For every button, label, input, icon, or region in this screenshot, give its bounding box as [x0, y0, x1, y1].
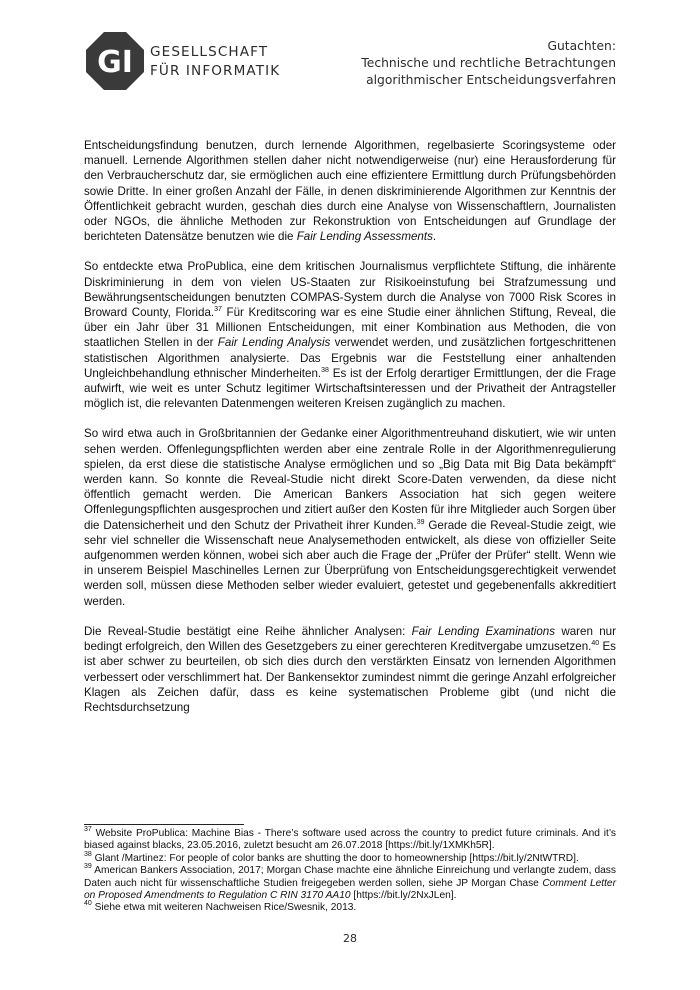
logo-lettering: GI: [97, 45, 133, 80]
p4-text-d: Es ist aber schwer zu beurteilen, ob sich dies durch den verstärkten Einsatz von lernenden Algorithmen verbessert oder verschlimmert hat. Der Bankensektor zumindest nimmt die geringe Anzahl erfolgreicher Klagen als Zeichen dafür, dass es keine systematischen Probleme gibt (und nicht die Rechtsdurchsetzung: [84, 640, 616, 714]
doc-title-line-2: Technische und rechtliche Betrachtungen: [361, 56, 616, 71]
paragraph-3: [84, 426, 616, 608]
footnote-emphasis: Comment Letter on Proposed Amendments to Regulation C RIN 3170 AA10: [84, 877, 616, 902]
doc-title-line-1: Gutachten:: [547, 39, 616, 53]
footnote-divider: [84, 824, 244, 825]
p2-emphasis: Fair Lending Analysis: [217, 336, 331, 350]
footnote-ref-39[interactable]: 39: [416, 518, 425, 526]
footnote-38: [84, 850, 616, 865]
footnote-text: Siehe etwa mit weiteren Nachweisen Rice/Swesnik, 2013.: [91, 902, 357, 914]
p1-end: .: [432, 230, 437, 244]
p4-emphasis: Fair Lending Examinations: [411, 624, 556, 638]
p1-emphasis: Fair Lending Assessments: [296, 230, 433, 244]
organization-name: [150, 43, 280, 81]
p2-text-d: verwendet werden, und zusätzlichen fortgeschrittenen statistischen Algorithmen analysierte. Das Ergebnis war die Feststellung einer anhaltenden Ungleichbehandlung ethnischer Minderheiten.: [84, 336, 616, 380]
p2-text-a: So entdeckte etwa ProPublica, eine dem kritischen Journalismus verpflichtete Stiftung, die inhärente Diskriminierung in dem von vielen US-Staaten zur Risikoeinstufung bei Strafzumessung und Bewährungsentscheidungen benutzten COMPAS-System durch die Analyse von 7000 Risk Scores in Broward County, Florida.: [84, 260, 616, 320]
footnote-number: 38: [84, 850, 92, 858]
footnote-39: [84, 865, 616, 902]
footnote-ref-37[interactable]: 37: [214, 306, 222, 314]
page-number: 28: [343, 932, 357, 945]
paragraph-4: [84, 624, 616, 715]
footnote-text-end: [https://bit.ly/2NxJLen].: [350, 890, 457, 902]
doc-title-line-3: algorithmischer Entscheidungsverfahren: [366, 73, 616, 88]
body-text: [84, 138, 616, 730]
footnote-37: [84, 828, 616, 853]
document-title: [361, 38, 616, 90]
footnote-text: Website ProPublica: Machine Bias - There’s software used across the country to predict future criminals. And it’s biased against blacks, 23.05.2016, zuletzt besucht am 26.07.2018 [https://bit.ly/1XMKh5R].: [84, 828, 616, 852]
p2-text-e: Es ist der Erfolg derartiger Ermittlungen, der die Frage aufwirft, wie weit es unter Schutz legitimer Wirtschaftsinteressen und der Privatheit der Antragsteller möglich ist, die relevanten Datenmengen weiteren Kreisen zugänglich zu machen.: [84, 366, 616, 411]
footnote-number: 40: [84, 900, 92, 908]
footnote-ref-40[interactable]: 40: [591, 640, 600, 648]
p3-text-b: Gerade die Reveal-Studie zeigt, wie sehr viel schneller die Wissenschaft neue Analysemethoden entwickelt, als diese von offizieller Seite aufgenommen werden können, wobei sich aber auch die Frage der „Prüfer der Prüfer“ stellt. Wenn wie in unserem Beispiel Maschinelles Lernen zur Überprüfung von Entscheidungsgerechtigkeit verwendet werden soll, müssen diese Methoden selber wieder evaluiert, getestet und gegebenenfalls akkreditiert werden.: [84, 518, 616, 608]
gi-logo: [84, 30, 146, 92]
paragraph-1: [84, 138, 616, 244]
paragraph-2: [84, 259, 616, 411]
footnote-number: 39: [84, 863, 92, 871]
p4-text-a: Die Reveal-Studie bestätigt eine Reihe ähnlicher Analysen:: [84, 624, 412, 638]
footnote-40: [84, 902, 616, 914]
org-line-2: FÜR INFORMATIK: [150, 63, 281, 79]
p1-text: Entscheidungsfindung benutzen, durch lernende Algorithmen, regelbasierte Scoringsysteme oder manuell. Lernende Algorithmen stellen daher nicht notwendigerweise (nur) eine Herausforderung für den Verbraucherschutz dar, sie ermöglichen auch eine effizientere Ermittlung durch Prüfungsbehörden sowie Dritte. In einer großen Anzahl der Fälle, in denen diskriminierende Algorithmen zur Kenntnis der Öffentlichkeit gebracht wurden, geschah dies durch eine Analyse von Wissenschaftlern, Journalisten oder NGOs, die ähnliche Methoden zur Rekonstruktion von Entscheidungen auf Grundlage der berichteten Datensätze benutzen wie die: [84, 139, 616, 244]
org-line-1: GESELLSCHAFT: [150, 44, 269, 60]
footnotes: [84, 828, 616, 915]
footnote-ref-38[interactable]: 38: [321, 366, 329, 374]
p4-text-c: waren nur bedingt erfolgreich, den Willen des Gesetzgebers zu einer gerechteren Kreditvergabe umzusetzen.: [84, 624, 616, 654]
footnote-number: 37: [84, 826, 92, 833]
footnote-text: Glant /Martinez: For people of color banks are shutting the door to homeownership [https://bit.ly/2NtWTRD].: [91, 852, 579, 864]
p3-text-a: So wird etwa auch in Großbritannien der Gedanke einer Algorithmentreuhand diskutiert, wie wir unten sehen werden. Offenlegungspflichten werden aber eine zentrale Rolle in der Algorithmenregulierung spielen, da erst diese die statistische Analyse ermöglichen und so „Big Data mit Big Data bekämpft“ werden kann. So konnte die Reveal-Studie nicht direkt Score-Daten verwenden, da diese nicht öffentlich gemacht werden. Die American Bankers Association hat sich gegen weitere Offenlegungspflichten ausgesprochen und zitiert außer den Kosten für ihre Mitglieder auch Sorgen über die Datensicherheit und den Schutz der Privatheit ihrer Kunden.: [84, 427, 616, 532]
footnote-text: American Bankers Association, 2017; Morgan Chase machte eine ähnliche Einreichung und verlangte zudem, dass Daten auch nicht für wissenschaftliche Studien freigegeben werden sollen, siehe JP Morgan Chase: [84, 865, 616, 889]
p2-text-b: Für Kreditscoring war es eine Studie einer ähnlichen Stiftung, Reveal, die über ein Jahr über 31 Millionen Entscheidungen, mit einer Kombination aus Methoden, die von staatlichen Stellen in der: [84, 306, 616, 350]
